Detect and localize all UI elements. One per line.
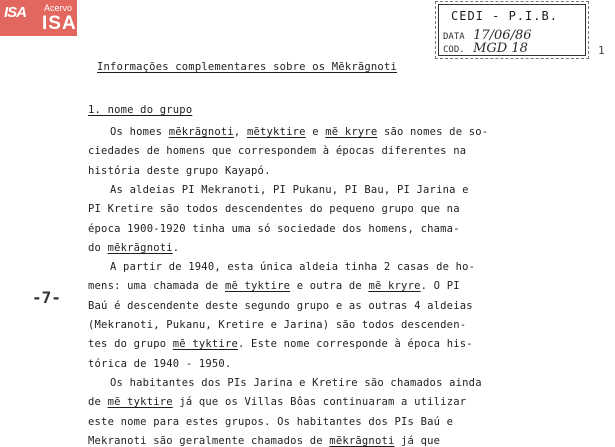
logo-acervo-text: Acervo	[44, 3, 73, 13]
margin-mark: -7-	[32, 288, 61, 307]
stamp-date-label: DATA	[443, 32, 465, 42]
body-line	[110, 184, 469, 196]
body-line	[88, 223, 460, 235]
text-segment: .	[172, 242, 180, 254]
text-segment: As aldeias PI Mekranoti, PI Pukanu, PI Bau, PI Jarina e	[110, 184, 469, 196]
underlined-term: mẽ kryre	[325, 126, 378, 138]
body-line	[88, 435, 440, 447]
body-line	[88, 280, 460, 292]
text-segment: Baú é descendente deste segundo grupo e as outras 4 aldeias	[88, 300, 473, 312]
underlined-term: mẽtyktire	[246, 126, 306, 138]
underlined-term: mẽkrãgnoti	[107, 242, 173, 254]
text-segment: e outra de	[290, 280, 369, 292]
text-segment: do	[88, 242, 108, 254]
body-line	[88, 203, 460, 215]
section-heading: 1. nome do grupo	[88, 104, 193, 116]
text-segment: Os homes	[110, 126, 169, 138]
body-line	[88, 165, 271, 177]
stamp-code-value: MGD 18	[473, 41, 528, 56]
body-line	[110, 126, 488, 138]
text-segment: história deste grupo Kayapó.	[88, 165, 271, 177]
body-line	[88, 300, 473, 312]
body-line	[88, 416, 453, 428]
text-segment: PI Kretire são todos descendentes do pequeno grupo que na	[88, 203, 460, 215]
body-line	[88, 145, 466, 157]
text-segment: são nomes de so-	[377, 126, 489, 138]
underlined-term: mẽkrãgnoti	[168, 126, 234, 138]
text-segment: A partir de 1940, esta única aldeia tinha 2 casas de ho-	[110, 261, 476, 273]
text-segment: . O PI	[420, 280, 460, 292]
text-segment: Os habitantes dos PIs Jarina e Kretire são chamados ainda	[110, 377, 482, 389]
underlined-term: mẽ tyktire	[107, 396, 173, 408]
body-line	[110, 377, 482, 389]
text-segment: ,	[233, 126, 247, 138]
stamp-org: CEDI - P.I.B.	[451, 9, 558, 23]
text-segment: (Mekranoti, Pukanu, Kretire e Jarina) são todos descenden-	[88, 319, 467, 331]
body-line	[88, 319, 466, 331]
text-segment: e	[305, 126, 326, 138]
document-title: Informações complementares sobre os Mẽkrãgnoti	[97, 61, 397, 73]
body-line	[110, 261, 475, 273]
isa-logo-mark: ISA	[4, 4, 27, 21]
stamp-code-label: COD.	[443, 45, 465, 55]
underlined-term: mẽkrãgnoti	[329, 435, 395, 447]
body-line	[88, 396, 466, 408]
underlined-term: mẽ tyktire	[172, 338, 238, 350]
text-segment: já que os Villas Bôas continuaram a utilizar	[172, 396, 467, 408]
logo-isa-text: ISA	[42, 13, 77, 34]
stamp-date-value: 17/06/86	[473, 28, 532, 43]
text-segment: de	[88, 396, 108, 408]
text-segment: Mekranoti são geralmente chamados de	[88, 435, 330, 447]
underlined-term: mẽ tyktire	[224, 280, 291, 292]
text-segment: ciedades de homens que correspondem à épocas diferentes na	[88, 145, 467, 157]
text-segment: já que	[394, 435, 441, 447]
body-line	[88, 338, 473, 350]
underlined-term: mẽ kryre	[368, 280, 421, 292]
text-segment: . Este nome corresponde à época his-	[238, 338, 473, 350]
text-segment: tes do grupo	[88, 338, 173, 350]
text-segment: época 1900-1920 tinha uma só sociedade dos homens, chama-	[88, 223, 460, 235]
text-segment: este nome para estes grupos. Os habitantes dos PIs Baú e	[88, 416, 454, 428]
text-segment: tórica de 1940 - 1950.	[88, 358, 232, 370]
text-segment: mens: uma chamada de	[88, 280, 225, 292]
edge-mark: 1	[598, 44, 605, 57]
body-line	[88, 242, 179, 254]
body-line	[88, 358, 231, 370]
